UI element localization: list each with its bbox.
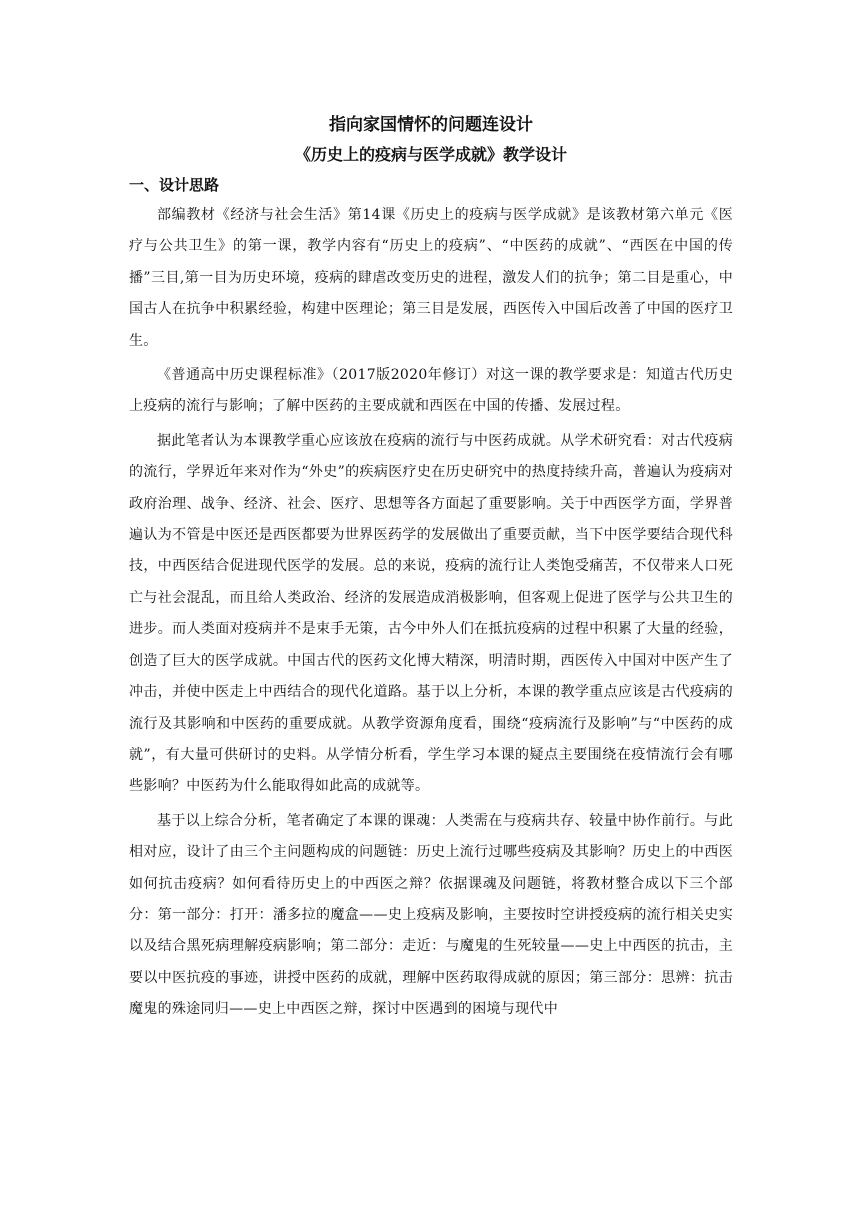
- document-body: [129, 110, 733, 1026]
- paragraph-3: 据此笔者认为本课教学重心应该放在疫病的流行与中医药成就。从学术研究看：对古代疫病的流行，学界近年来对作为“外史”的疾病医疗史在历史研究中的热度持续升高，普遍认为疫病对政府治理、战争、经济、社会、医疗、思想等各方面起了重要影响。关于中西医学方面，学界普遍认为不管是中医还是西医都要为世界医药学的发展做出了重要贡献，当下中医学要结合现代科技，中西医结合促进现代医学的发展。总的来说，疫病的流行让人类饱受痛苦，不仅带来人口死亡与社会混乱，而且给人类政治、经济的发展造成消极影响，但客观上促进了医学与公共卫生的进步。而人类面对疫病并不是束手无策，古今中外人们在抵抗疫病的过程中积累了大量的经验，创造了巨大的医学成就。中国古代的医药文化博大精深，明清时期，西医传入中国对中医产生了冲击，并使中医走上中西结合的现代化道路。基于以上分析，本课的教学重点应该是古代疫病的流行及其影响和中医药的重要成就。从教学资源角度看，围绕“疫病流行及影响”与“中医药的成就”，有大量可供研讨的史料。从学情分析看，学生学习本课的疑点主要围绕在疫情流行会有哪些影响？中医药为什么能取得如此高的成就等。: [129, 432, 733, 795]
- paragraph-2: 《普通高中历史课程标准》（2017版2020年修订）对这一课的教学要求是：知道古代历史上疫病的流行与影响；了解中医药的主要成就和西医在中国的传播、发展过程。: [129, 367, 733, 415]
- document-title: 指向家国情怀的问题连设计: [329, 115, 533, 135]
- document-subtitle: 《历史上的疫病与医学成就》教学设计: [294, 145, 567, 164]
- section-heading: 一、设计思路: [129, 176, 220, 194]
- paragraph-4: 基于以上综合分析，笔者确定了本课的课魂：人类需在与疫病共存、较量中协作前行。与此相对应，设计了由三个主问题构成的问题链：历史上流行过哪些疫病及其影响？历史上的中西医如何抗击疫病？如何看待历史上的中西医之辩？依据课魂及问题链，将教材整合成以下三个部分：第一部分：打开：潘多拉的魔盒——史上疫病及影响，主要按时空讲授疫病的流行相关史实以及结合黑死病理解疫病影响；第二部分：走近：与魔鬼的生死较量——史上中西医的抗击，主要以中医抗疫的事迹，讲授中医药的成就，理解中医药取得成就的原因；第三部分：思辨：抗击魔鬼的殊途同归——史上中西医之辩，探讨中医遇到的困境与现代中: [129, 812, 733, 1018]
- paragraph-1: 部编教材《经济与社会生活》第14课《历史上的疫病与医学成就》是该教材第六单元《医疗与公共卫生》的第一课，教学内容有“历史上的疫病”、“中医药的成就”、“西医在中国的传播”三目,第一目为历史环境，疫病的肆虐改变历史的进程，激发人们的抗争；第二目是重心，中国古人在抗争中积累经验，构建中医理论；第三目是发展，西医传入中国后改善了中国的医疗卫生。: [129, 207, 733, 349]
